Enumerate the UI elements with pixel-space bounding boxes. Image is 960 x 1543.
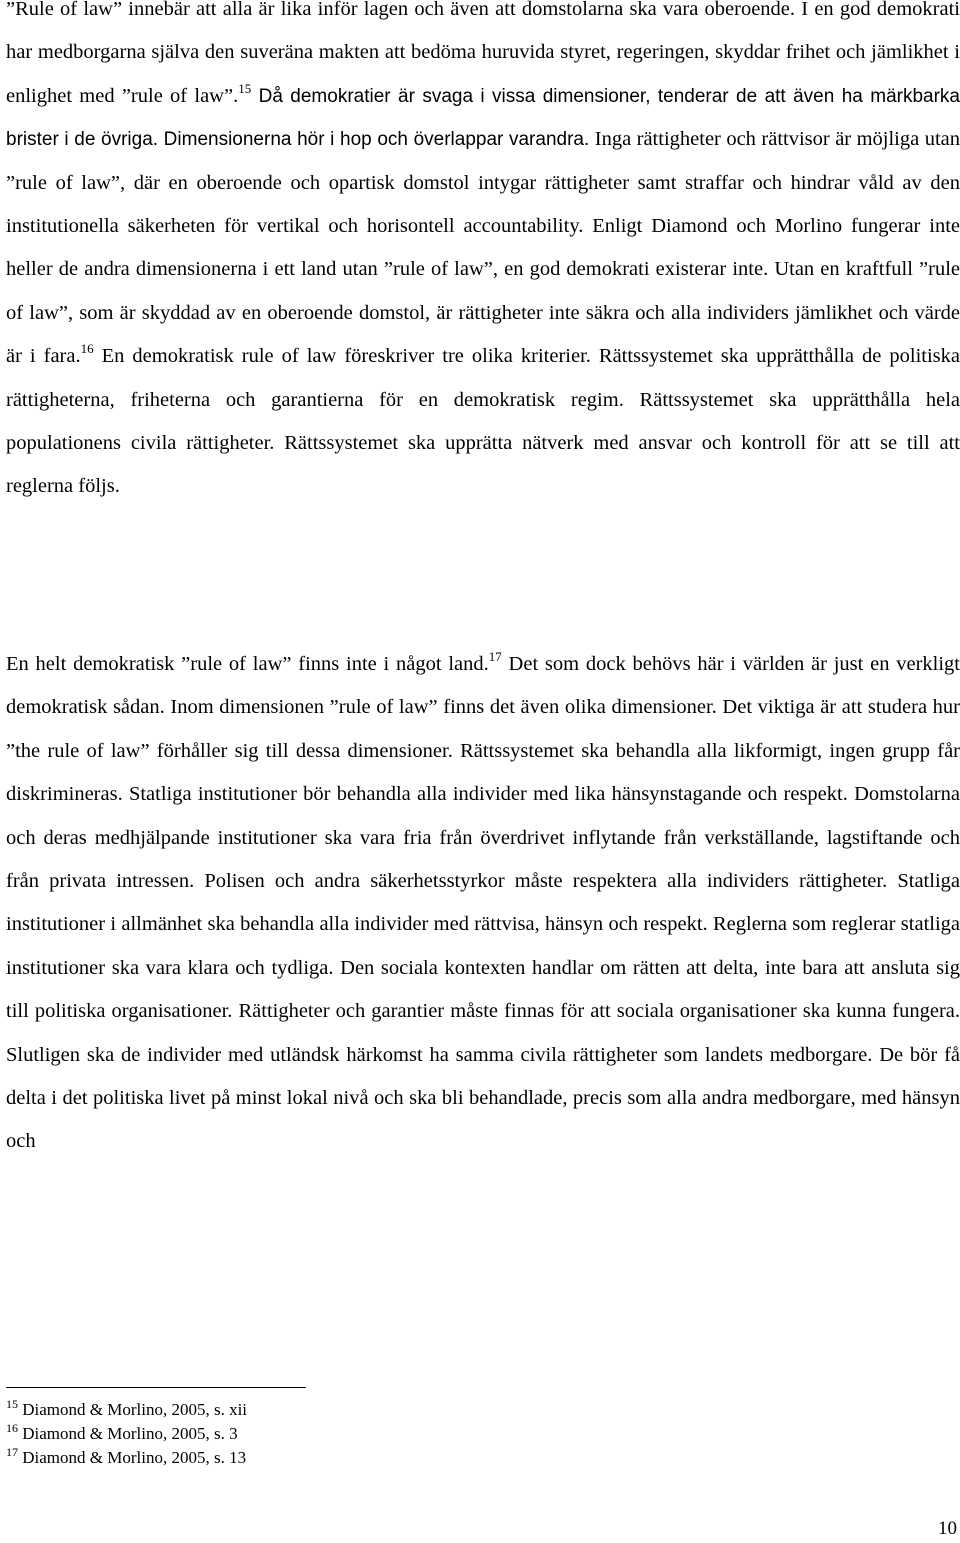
paragraph-text: Inga rättigheter och rättvisor är möjliga utan ”rule of law”, där en oberoende och opartisk domstol intygar rättigheter samt straffar och hindrar våld av den institutionella säkerheten för vertikal och horisontell accountability. Enligt Diamond och Morlino fungerar inte heller de andra dimensionerna i ett land utan ”rule of law”, en god demokrati existerar inte. Utan en kraftfull ”rule of law”, som är skyddad av en oberoende domstol, är rättigheter inte säkra och alla individers jämlikhet och värde är i fara. [6, 128, 960, 368]
footnote-ref-17[interactable]: 17 [488, 649, 502, 664]
paragraph-text: ”Rule of law” innebär att alla är lika inför lagen och även att domstolarna ska vara oberoende. I en god demokrati har medborgarna själva den suveräna makten att bedöma huruvida styret, regeringen, skyddar frihet och jämlikhet i enlighet med ”rule of law”. [6, 0, 960, 107]
paragraph-rule-of-law [6, 0, 960, 509]
footnote-number: 15 [6, 1397, 18, 1411]
paragraph-text-sans: Då demokratier är svaga i vissa dimensioner, tenderar de att även ha märkbarka brister i de övriga. Dimensionerna hör i hop och överlappar varandra. [6, 85, 960, 151]
footnote-ref-15[interactable]: 15 [238, 80, 252, 96]
footnote-number: 16 [6, 1421, 18, 1435]
paragraph-democratic-rule-of-law [6, 643, 960, 1164]
page-number: 10 [938, 1518, 957, 1539]
paragraph-text: En helt demokratisk ”rule of law” finns inte i något land. [6, 653, 489, 675]
footnote-text: Diamond & Morlino, 2005, s. 3 [18, 1424, 238, 1443]
footnote-16 [6, 1422, 606, 1446]
footnote-ref-16[interactable]: 16 [80, 341, 94, 357]
footnote-number: 17 [6, 1445, 18, 1459]
paragraph-text: Det som dock behövs här i världen är just en verkligt demokratisk sådan. Inom dimensionen ”rule of law” finns det även olika dimensioner. Det viktiga är att studera hur ”the rule of law” förhåller sig till dessa dimensioner. Rättssystemet ska behandla alla likformigt, ingen grupp får diskrimineras. Statliga institutioner bör behandla alla individer med lika hänsynstagande och respekt. Domstolarna och deras medhjälpande institutioner ska vara fria från överdrivet inflytande från verkställande, lagstiftande och från privata intressen. Polisen och andra säkerhetsstyrkor måste respektera alla individers rättigheter. Statliga institutioner i allmänhet ska behandla alla individer med rättvisa, hänsyn och respekt. Reglerna som reglerar statliga institutioner ska vara klara och tydliga. Den sociala kontexten handlar om rätten att delta, inte bara att ansluta sig till politiska organisationer. Rättigheter och garantier måste finnas för att sociala organisationer ska kunna fungera. Slutligen ska de individer med utländsk härkomst ha samma civila rättigheter som landets medborgare. De bör få delta i det politiska livet på minst lokal nivå och ska bli behandlade, precis som alla andra medborgare, med hänsyn och [6, 653, 960, 1153]
footnote-text: Diamond & Morlino, 2005, s. 13 [18, 1448, 247, 1467]
footnote-separator [6, 1387, 306, 1388]
footnotes [6, 1398, 606, 1470]
footnote-17 [6, 1446, 606, 1470]
paragraph-text: En demokratisk rule of law föreskriver tre olika kriterier. Rättssystemet ska upprätthålla de politiska rättigheterna, friheterna och garantierna för en demokratisk regim. Rättssystemet ska upprätthålla hela populationens civila rättigheter. Rättssystemet ska upprätta nätverk med ansvar och kontroll för att se till att reglerna följs. [6, 345, 960, 498]
footnote-text: Diamond & Morlino, 2005, s. xii [18, 1400, 248, 1419]
footnote-15 [6, 1398, 606, 1422]
